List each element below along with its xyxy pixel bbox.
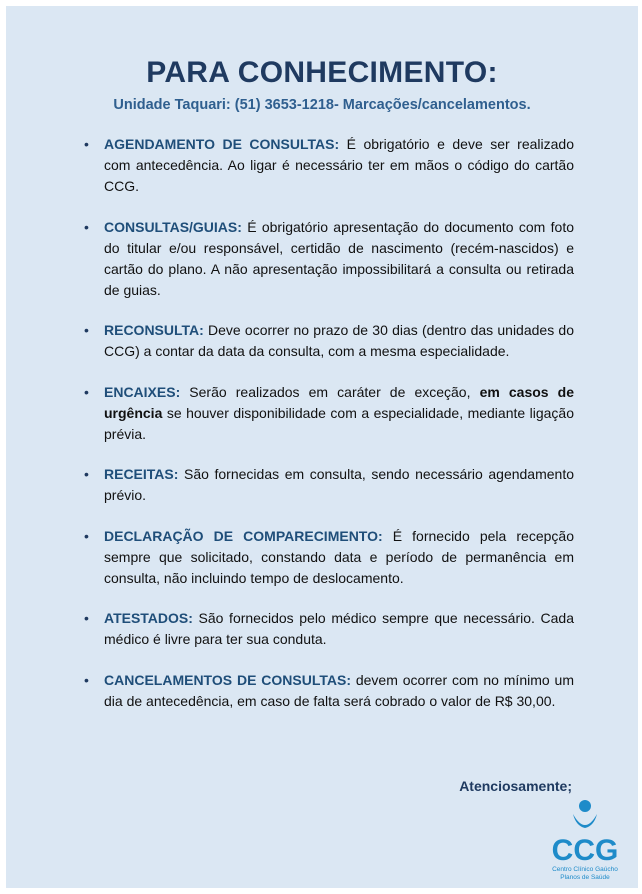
item-text: São fornecidas em consulta, sendo necessário agendamento prévio.	[104, 466, 574, 503]
list-item-atestados	[104, 608, 574, 650]
item-keyword: RECEITAS:	[104, 466, 179, 482]
item-text: Serão realizados em caráter de exceção,	[180, 383, 480, 400]
info-list	[104, 134, 574, 731]
list-item-agendamento	[104, 134, 574, 197]
logo-line-1: Centro Clínico Gaúcho	[552, 866, 618, 873]
list-item-declaracao	[104, 526, 574, 589]
item-keyword: ATESTADOS:	[104, 610, 193, 626]
list-item-consultas-guias	[104, 217, 574, 301]
item-text: se houver disponibilidade com a especialidade, mediante ligação prévia.	[104, 404, 574, 442]
item-keyword: ENCAIXES:	[104, 383, 181, 400]
logo-line-2: Planos de Saúde	[560, 874, 610, 881]
item-text: É obrigatório e deve ser realizado com antecedência. Ao ligar é necessário ter em mãos o código do cartão CCG.	[104, 136, 574, 194]
ccg-logo	[540, 796, 630, 888]
item-emphasis: em casos de urgência	[104, 383, 574, 421]
closing-text: Atenciosamente;	[459, 778, 572, 794]
item-text: devem ocorrer com no mínimo um dia de antecedência, em caso de falta será cobrado o valor de R$ 30,00.	[104, 671, 574, 709]
item-text: São fornecidos pelo médico sempre que necessário. Cada médico é livre para ter sua conduta.	[104, 610, 574, 647]
item-keyword: DECLARAÇÃO DE COMPARECIMENTO:	[104, 527, 383, 544]
item-text: É fornecido pela recepção sempre que solicitado, constando data e período de permanência em consulta, não incluindo tempo de deslocamento.	[104, 527, 574, 586]
item-keyword: CANCELAMENTOS DE CONSULTAS:	[104, 671, 351, 688]
list-item-receitas	[104, 464, 574, 506]
item-keyword: AGENDAMENTO DE CONSULTAS:	[104, 136, 340, 152]
list-item-reconsulta	[104, 320, 574, 362]
list-item-encaixes	[104, 382, 574, 445]
logo-mark: CCG	[551, 834, 619, 866]
item-keyword: CONSULTAS/GUIAS:	[104, 218, 242, 235]
list-item-cancelamentos	[104, 670, 574, 712]
page-title: PARA CONHECIMENTO:	[146, 56, 498, 89]
ccg-logo-icon	[540, 796, 630, 866]
item-text: É obrigatório apresentação do documento com foto do titular e/ou responsável, certidão de nascimento (recém-nascidos) e cartão do plano. A não apresentação impossibilitará a consulta ou retirada de guias.	[104, 218, 574, 298]
item-keyword: RECONSULTA:	[104, 322, 204, 338]
page-subtitle: Unidade Taquari: (51) 3653-1218- Marcações/cancelamentos.	[113, 97, 531, 113]
notice-sheet	[6, 6, 638, 888]
item-text: Deve ocorrer no prazo de 30 dias (dentro das unidades do CCG) a contar da data da consulta, com a mesma especialidade.	[104, 322, 574, 359]
